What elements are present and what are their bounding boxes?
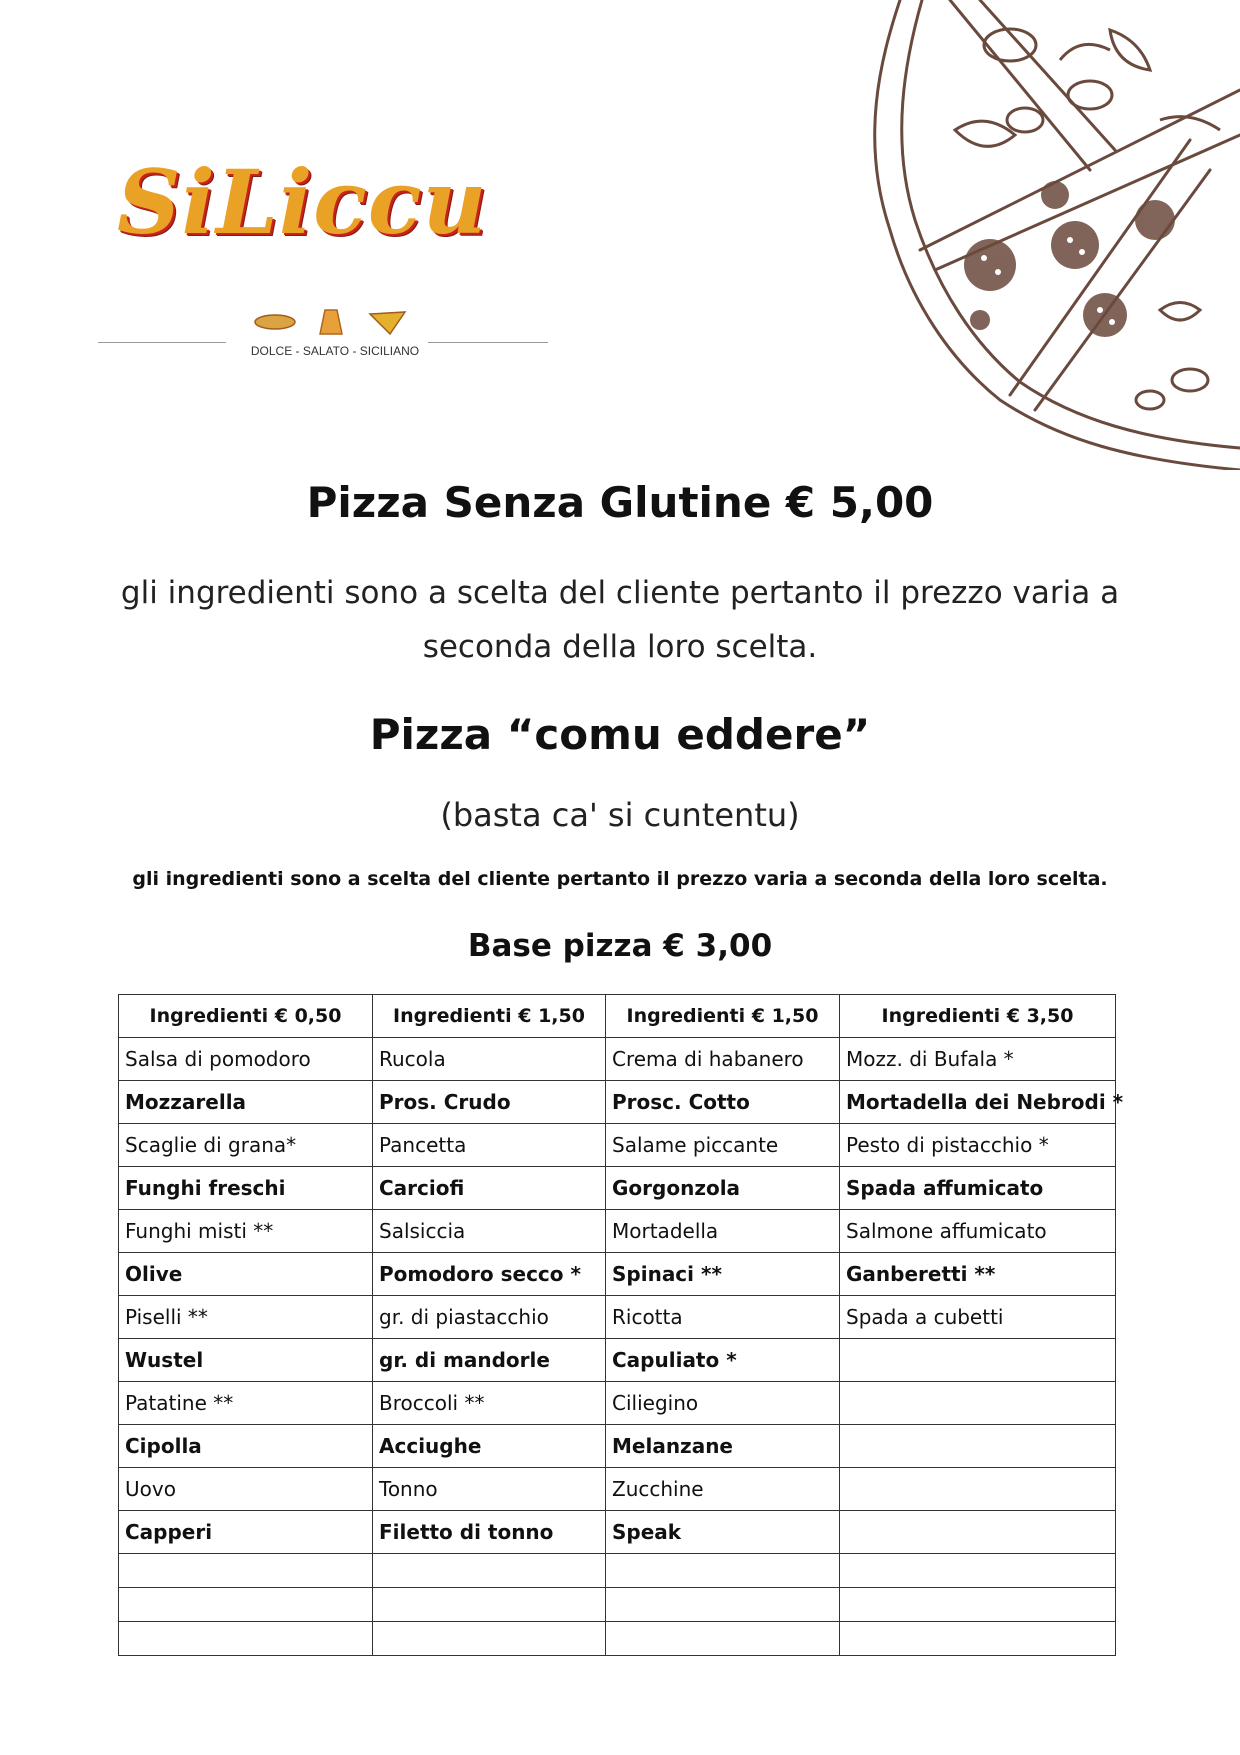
senza-glutine-description: gli ingredienti sono a scelta del cliente pertanto il prezzo varia a seconda della loro scelta. (120, 575, 1120, 665)
table-header-row (119, 995, 1116, 1038)
table-cell: Acciughe (373, 1425, 606, 1468)
table-cell (840, 1554, 1116, 1588)
logo-tagline: DOLCE - SALATO - SICILIANO (250, 344, 420, 358)
title-senza-glutine: Pizza Senza Glutine € 5,00 (306, 478, 934, 527)
table-row (119, 1554, 1116, 1588)
table-cell: Mozz. di Bufala * (840, 1038, 1116, 1081)
table-row (119, 1296, 1116, 1339)
table-row (119, 1425, 1116, 1468)
table-cell: Broccoli ** (373, 1382, 606, 1425)
table-cell: Gorgonzola (606, 1167, 840, 1210)
table-cell: Piselli ** (119, 1296, 373, 1339)
table-cell (840, 1339, 1116, 1382)
table-cell (606, 1554, 840, 1588)
table-cell (840, 1468, 1116, 1511)
table-cell (840, 1588, 1116, 1622)
table-cell: Salmone affumicato (840, 1210, 1116, 1253)
ingredients-table (118, 994, 1124, 1656)
table-cell (606, 1588, 840, 1622)
table-cell (119, 1622, 373, 1656)
table-cell: Salsiccia (373, 1210, 606, 1253)
table-cell: Salsa di pomodoro (119, 1038, 373, 1081)
table-cell: Crema di habanero (606, 1038, 840, 1081)
pizza-illustration (860, 0, 1240, 470)
table-cell: Melanzane (606, 1425, 840, 1468)
table-row (119, 1339, 1116, 1382)
table-row (119, 1038, 1116, 1081)
table-row (119, 1382, 1116, 1425)
table-cell: Zucchine (606, 1468, 840, 1511)
table-cell (119, 1588, 373, 1622)
table-row (119, 1210, 1116, 1253)
table-cell: Tonno (373, 1468, 606, 1511)
logo-rule-right (428, 342, 548, 343)
table-cell: Capuliato * (606, 1339, 840, 1382)
comu-eddere-description: gli ingredienti sono a scelta del cliente pertanto il prezzo varia a seconda della loro scelta. (132, 868, 1108, 890)
table-row (119, 1124, 1116, 1167)
table-cell: Spada a cubetti (840, 1296, 1116, 1339)
table-cell: Ganberetti ** (840, 1253, 1116, 1296)
table-cell: Wustel (119, 1339, 373, 1382)
table-cell: Salame piccante (606, 1124, 840, 1167)
table-cell (840, 1425, 1116, 1468)
table-row (119, 1468, 1116, 1511)
column-header: Ingredienti € 1,50 (373, 995, 606, 1038)
table-cell: Carciofi (373, 1167, 606, 1210)
table-row (119, 1588, 1116, 1622)
table-cell: gr. di piastacchio (373, 1296, 606, 1339)
table-cell: Filetto di tonno (373, 1511, 606, 1554)
table-cell: Patatine ** (119, 1382, 373, 1425)
column-header: Ingredienti € 1,50 (606, 995, 840, 1038)
table-row (119, 1622, 1116, 1656)
table-cell: Pancetta (373, 1124, 606, 1167)
table-cell: Olive (119, 1253, 373, 1296)
table-cell (373, 1554, 606, 1588)
table-cell: Funghi misti ** (119, 1210, 373, 1253)
table-cell: Spada affumicato (840, 1167, 1116, 1210)
logo-wordmark: SiLiccu (117, 150, 488, 254)
logo (95, 150, 555, 360)
table-cell: Cipolla (119, 1425, 373, 1468)
logo-rule-left (98, 342, 226, 343)
table-cell: Ciliegino (606, 1382, 840, 1425)
table-row (119, 1167, 1116, 1210)
table-cell (119, 1554, 373, 1588)
table-cell: Funghi freschi (119, 1167, 373, 1210)
table-cell: Mozzarella (119, 1081, 373, 1124)
subtitle-comu-eddere: (basta ca' si cuntentu) (440, 796, 800, 834)
table-cell (606, 1622, 840, 1656)
table-cell: Rucola (373, 1038, 606, 1081)
table-body (119, 1038, 1124, 1656)
table-row (119, 1253, 1116, 1296)
column-header: Ingredienti € 3,50 (840, 995, 1116, 1038)
table-cell (840, 1511, 1116, 1554)
logo-food-icons (245, 306, 415, 336)
table-cell: Pesto di pistacchio * (840, 1124, 1116, 1167)
column-header: Ingredienti € 0,50 (119, 995, 373, 1038)
base-pizza-price: Base pizza € 3,00 (467, 928, 773, 964)
table-cell (840, 1622, 1116, 1656)
table-cell: Scaglie di grana* (119, 1124, 373, 1167)
table-row (119, 1511, 1116, 1554)
table-cell (373, 1588, 606, 1622)
table-cell: Prosc. Cotto (606, 1081, 840, 1124)
title-comu-eddere: Pizza “comu eddere” (369, 710, 871, 759)
table-cell: Pros. Crudo (373, 1081, 606, 1124)
table-cell: Mortadella dei Nebrodi * (840, 1081, 1116, 1124)
table-cell: Pomodoro secco * (373, 1253, 606, 1296)
table-cell: Uovo (119, 1468, 373, 1511)
table-cell (840, 1382, 1116, 1425)
table-cell (373, 1622, 606, 1656)
table-cell: Spinaci ** (606, 1253, 840, 1296)
table-cell: Capperi (119, 1511, 373, 1554)
table-cell: gr. di mandorle (373, 1339, 606, 1382)
table-cell: Mortadella (606, 1210, 840, 1253)
table-cell: Ricotta (606, 1296, 840, 1339)
table-row (119, 1081, 1116, 1124)
table-cell: Speak (606, 1511, 840, 1554)
